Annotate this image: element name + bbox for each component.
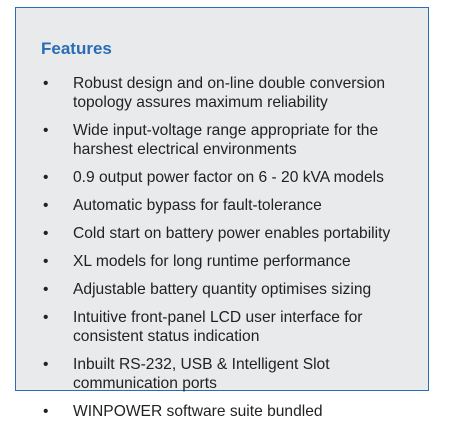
feature-text: Robust design and on-line double conversion topology assures maximum reliability: [73, 75, 386, 111]
feature-item: [16, 280, 430, 299]
feature-text: WINPOWER software suite bundled: [73, 403, 323, 420]
feature-item: [16, 252, 430, 271]
bullet-icon: •: [43, 197, 49, 214]
feature-text: Automatic bypass for fault-tolerance: [73, 197, 322, 214]
bullet-icon: •: [43, 281, 49, 298]
feature-text: 0.9 output power factor on 6 - 20 kVA models: [73, 169, 384, 186]
features-list: [16, 74, 430, 430]
feature-item: [16, 196, 430, 215]
feature-item: [16, 355, 430, 393]
bullet-icon: •: [43, 309, 49, 326]
feature-text: Adjustable battery quantity optimises sizing: [73, 281, 372, 298]
feature-item: [16, 308, 430, 346]
feature-item: [16, 224, 430, 243]
features-box: [15, 7, 429, 420]
feature-text: XL models for long runtime performance: [73, 253, 351, 270]
features-title: Features: [41, 39, 112, 58]
feature-item: [16, 74, 430, 112]
feature-item: [16, 168, 430, 187]
bullet-icon: •: [43, 122, 49, 139]
bullet-icon: •: [43, 225, 49, 242]
bullet-icon: •: [43, 169, 49, 186]
feature-text: Intuitive front-panel LCD user interface for consistent status indication: [73, 309, 363, 345]
feature-text: Inbuilt RS-232, USB & Intelligent Slot communication ports: [73, 356, 330, 392]
feature-item: [16, 402, 430, 421]
feature-text: Cold start on battery power enables portability: [73, 225, 391, 242]
bullet-icon: •: [43, 403, 49, 420]
bullet-icon: •: [43, 356, 49, 373]
bullet-icon: •: [43, 75, 49, 92]
feature-text: Wide input-voltage range appropriate for the harshest electrical environments: [73, 122, 379, 158]
feature-item: [16, 121, 430, 159]
bullet-icon: •: [43, 253, 49, 270]
